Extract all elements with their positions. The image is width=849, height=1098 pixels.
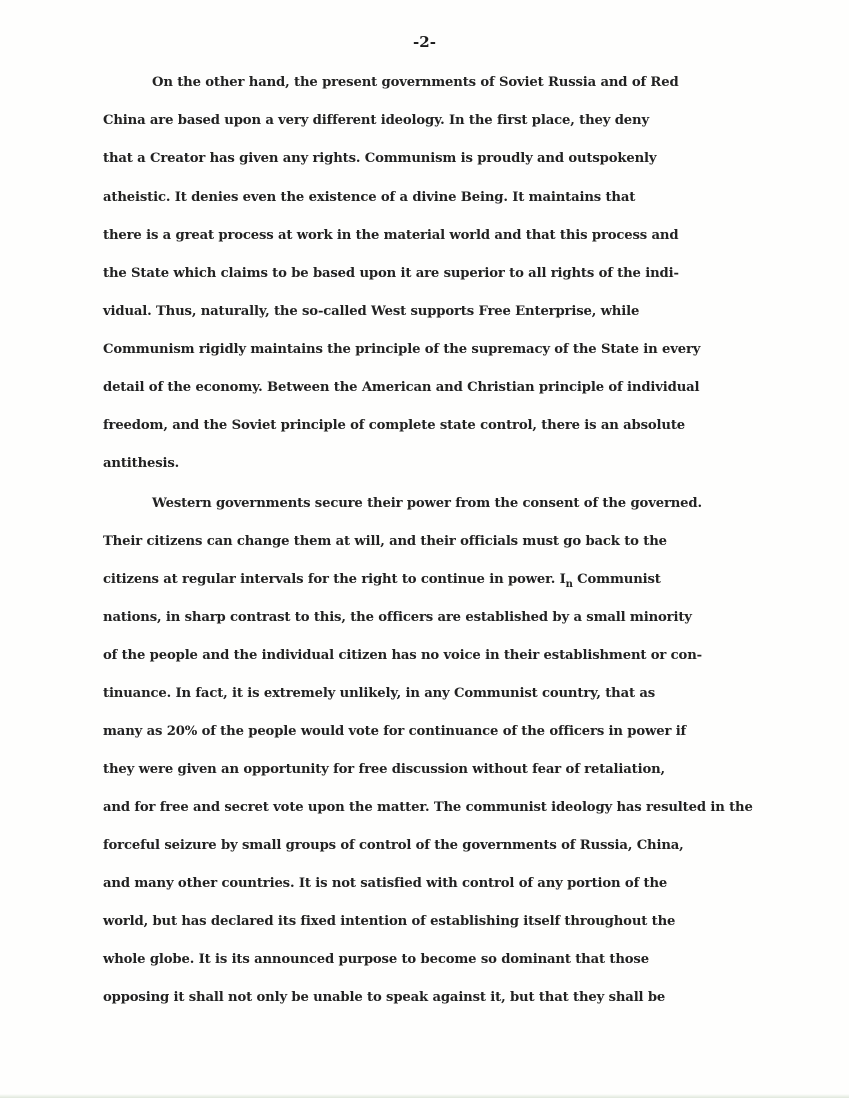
subscript-n: n	[565, 579, 573, 590]
text-line: detail of the economy. Between the American and Christian principle of individual	[103, 380, 700, 395]
text-line: nations, in sharp contrast to this, the officers are established by a small minority	[103, 610, 692, 625]
text-line: China are based upon a very different ideology. In the first place, they deny	[103, 113, 649, 128]
text-line: Their citizens can change them at will, and their officials must go back to the	[103, 534, 667, 549]
text-line: and many other countries. It is not satisfied with control of any portion of the	[103, 876, 668, 891]
text-line: they were given an opportunity for free discussion without fear of retaliation,	[103, 762, 665, 777]
text-line: antithesis.	[103, 456, 180, 471]
text-line	[103, 571, 661, 594]
text-line-tail: Communist	[572, 572, 661, 587]
text-line: the State which claims to be based upon it are superior to all rights of the indi-	[103, 266, 679, 281]
scan-edge	[0, 1094, 849, 1098]
text-line: freedom, and the Soviet principle of complete state control, there is an absolute	[103, 418, 686, 433]
text-line: opposing it shall not only be unable to speak against it, but that they shall be	[103, 990, 666, 1005]
text-line: world, but has declared its fixed intention of establishing itself throughout the	[103, 914, 676, 929]
text-line: there is a great process at work in the material world and that this process and	[103, 228, 679, 243]
text-line: atheistic. It denies even the existence of a divine Being. It maintains that	[103, 190, 636, 205]
text-line: forceful seizure by small groups of control of the governments of Russia, China,	[103, 838, 684, 853]
text-line: tinuance. In fact, it is extremely unlikely, in any Communist country, that as	[103, 686, 656, 701]
text-line: whole globe. It is its announced purpose to become so dominant that those	[103, 952, 649, 967]
text-line-head: citizens at regular intervals for the right to continue in power. I	[103, 572, 566, 587]
text-line: many as 20% of the people would vote for continuance of the officers in power if	[103, 724, 687, 739]
text-line: On the other hand, the present governments of Soviet Russia and of Red	[152, 75, 679, 90]
page-number: -2-	[413, 33, 436, 51]
text-line: that a Creator has given any rights. Communism is proudly and outspokenly	[103, 151, 657, 166]
text-line: and for free and secret vote upon the matter. The communist ideology has resulted in the	[103, 800, 753, 815]
text-line: of the people and the individual citizen has no voice in their establishment or con-	[103, 648, 702, 663]
text-line: Communism rigidly maintains the principle of the supremacy of the State in every	[103, 342, 701, 357]
text-line: Western governments secure their power from the consent of the governed.	[152, 496, 702, 511]
text-line: vidual. Thus, naturally, the so-called West supports Free Enterprise, while	[103, 304, 640, 319]
